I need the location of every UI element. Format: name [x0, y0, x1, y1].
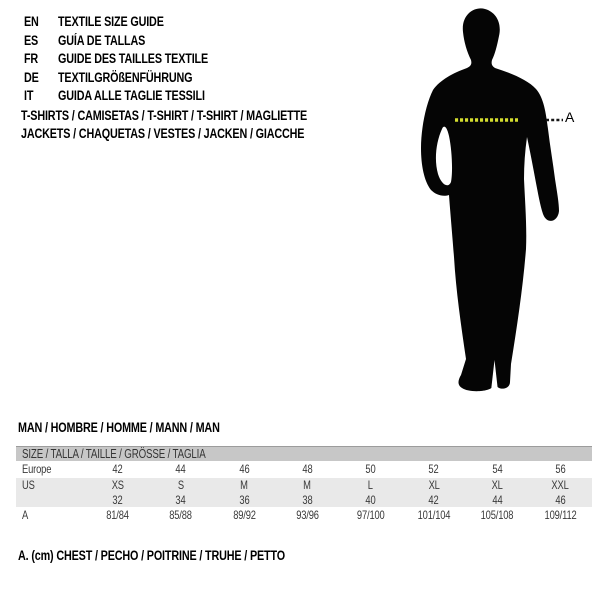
cell: M [303, 478, 312, 492]
language-row [24, 69, 344, 88]
cell: 54 [492, 462, 503, 476]
cell: XS [111, 478, 124, 492]
language-label: TEXTILGRÖßENFÜHRUNG [58, 69, 193, 85]
language-code: ES [24, 32, 39, 48]
section-title-man: MAN / HOMBRE / HOMME / MANN / MAN [18, 420, 220, 435]
cell: 46 [555, 493, 566, 507]
language-row [24, 87, 344, 106]
cell: 34 [175, 493, 186, 507]
language-row [24, 50, 344, 69]
language-code: IT [24, 88, 34, 104]
cell: 89/92 [232, 508, 256, 522]
cell: 93/96 [296, 508, 319, 522]
table-row-us-numeric [16, 493, 592, 507]
cell: 38 [302, 493, 313, 507]
language-code: DE [24, 69, 39, 85]
size-table [16, 446, 592, 523]
cell: 52 [428, 462, 439, 476]
category-list [21, 107, 379, 142]
cell: 105/108 [480, 508, 514, 522]
cell: 42 [112, 462, 123, 476]
cell: 40 [365, 493, 376, 507]
cell: XXL [551, 478, 569, 492]
cell: 85/88 [169, 508, 193, 522]
row-label: Europe [22, 462, 52, 476]
cell: 48 [302, 462, 313, 476]
language-code: FR [24, 51, 39, 67]
row-label: US [22, 478, 35, 492]
cell: 46 [239, 462, 250, 476]
man-silhouette [421, 8, 559, 391]
language-list [24, 13, 344, 106]
cell: XL [428, 478, 440, 492]
cell: M [240, 478, 248, 492]
language-row [24, 32, 344, 51]
cell: 97/100 [356, 508, 385, 522]
language-label: GUÍA DE TALLAS [58, 32, 146, 48]
cell: L [368, 478, 374, 492]
cell: 44 [175, 462, 186, 476]
cell: 36 [239, 493, 250, 507]
cell: 50 [365, 462, 376, 476]
language-label: GUIDE DES TAILLES TEXTILE [58, 51, 209, 67]
cell: 32 [112, 493, 123, 507]
cell: 42 [428, 493, 439, 507]
cell: 109/112 [544, 508, 577, 522]
man-figure [395, 2, 600, 410]
table-row-us [16, 478, 592, 493]
category-tshirts: T-SHIRTS / CAMISETAS / T-SHIRT / T-SHIRT / MAGLIETTE [21, 108, 308, 123]
language-row [24, 13, 344, 32]
size-table-header: SIZE / TALLA / TAILLE / GRÖSSE / TAGLIA [16, 446, 592, 461]
measure-label-a: A [565, 109, 575, 125]
cell: 44 [492, 493, 503, 507]
cell: 81/84 [106, 508, 129, 522]
cell: 56 [555, 462, 566, 476]
measurement-footnote: A. (cm) CHEST / PECHO / POITRINE / TRUHE / PETTO [18, 548, 285, 563]
cell: 101/104 [417, 508, 451, 522]
category-jackets: JACKETS / CHAQUETAS / VESTES / JACKEN / GIACCHE [21, 125, 305, 141]
man-silhouette-svg [395, 2, 600, 410]
language-code: EN [24, 14, 39, 29]
table-row-chest [16, 507, 592, 523]
cell: S [177, 478, 184, 492]
cell: XL [491, 478, 503, 492]
table-row-europe [16, 461, 592, 478]
language-label: TEXTILE SIZE GUIDE [58, 14, 164, 29]
language-label: GUIDA ALLE TAGLIE TESSILI [58, 88, 205, 104]
row-label: A [22, 508, 29, 522]
